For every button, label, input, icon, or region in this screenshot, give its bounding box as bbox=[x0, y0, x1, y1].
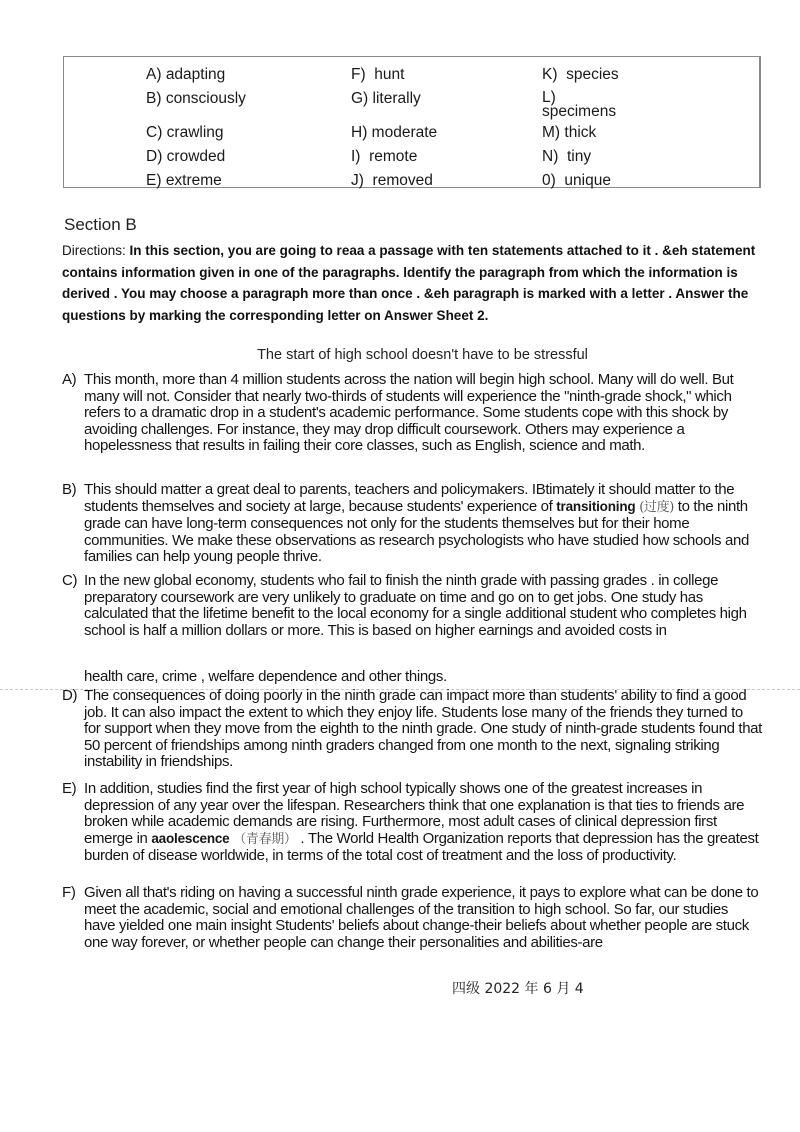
word-bank-item: D) crowded bbox=[146, 148, 226, 165]
paragraph-tag: D) bbox=[62, 687, 78, 704]
directions-label: Directions: bbox=[62, 243, 126, 258]
word-bank-item: 0) unique bbox=[542, 172, 611, 189]
paragraph-text: In the new global economy, students who fail to finish the ninth grade with passing grades . in college preparatory coursework are very unlikely to graduate on time and go on to get jobs. One study has calculated that the lifetime benefit to the local economy for a single additional student who completes high school is half a million dollars or more. This is based on higher earnings and avoided costs in bbox=[84, 572, 747, 639]
directions bbox=[62, 240, 762, 326]
word-bank-column-3 bbox=[542, 63, 619, 193]
passage-title: The start of high school doesn't have to be stressful bbox=[257, 347, 588, 363]
word-bank-column-1 bbox=[146, 63, 246, 193]
word-bank-item: B) consciously bbox=[146, 90, 246, 107]
paragraph-f bbox=[62, 885, 762, 951]
paragraph-d bbox=[62, 688, 762, 771]
word-bank-item: E) extreme bbox=[146, 172, 222, 189]
word-bank-item: F) hunt bbox=[351, 66, 405, 83]
page-footer bbox=[452, 978, 584, 998]
paragraph-b: B) This should matter a great deal to parents, teachers and policymakers. IBtimately it should matter to the students themselves and society at large, because students' experience of transitioning (过度) to the ninth grade can have long-term consequences not only for the students themselves but for their home communities. We make these observations as research psychologists who have studied how schools and families can help young people thrive. bbox=[62, 481, 749, 565]
paragraph-tag: C) bbox=[62, 572, 78, 589]
word-bank-table bbox=[63, 56, 761, 188]
glossed-term: aaolescence bbox=[151, 830, 230, 846]
word-bank-item: I) remote bbox=[351, 148, 418, 165]
word-bank-item: L) specimens bbox=[542, 89, 617, 120]
glossed-term: transitioning bbox=[556, 498, 636, 514]
paragraph-text: The consequences of doing poorly in the ninth grade can impact more than students' ability to find a good job. It can also impact the extent to which they enjoy life. Students lose many of the friends they turned to for support when they move from the eighth to the ninth grade. One study of ninth-grade students found that 50 percent of friendships among ninth graders changed from one month to the next, signaling striking instability in friendships. bbox=[84, 687, 762, 770]
word-bank-column-2 bbox=[351, 63, 437, 193]
chinese-gloss: （青春期） bbox=[229, 831, 301, 847]
paragraph-tag: E) bbox=[62, 780, 77, 797]
paragraph-tag: A) bbox=[62, 371, 77, 388]
section-title: Section B bbox=[64, 215, 137, 234]
word-bank-item: M) thick bbox=[542, 124, 597, 141]
paragraph-e: E) In addition, studies find the first year of high school typically shows one of the greatest increases in depression of any year over the lifespan. Researchers think that one explanation is that ties to friends are broken while academic demands are rising. Furthermore, most adult cases of clinical depression first emerge in aaolescence （青春期） . The World Health Organization reports that depression has the greatest burden of disease worldwide, in terms of the total cost of treatment and the loss of productivity. bbox=[62, 780, 759, 864]
paragraph-a bbox=[62, 372, 762, 455]
word-bank-item: A) adapting bbox=[146, 66, 226, 83]
word-bank-item: N) tiny bbox=[542, 148, 592, 165]
paragraph-c-tail: health care, crime , welfare dependence and other things. bbox=[84, 668, 447, 685]
paragraph-text: This month, more than 4 million students across the nation will begin high school. Many will do well. But many will not. Consider that nearly two-thirds of students will experience the "ninth-grade shock," which refers to a dramatic drop in a student's academic performance. Some students cope with this shock by avoiding challenges. For instance, they may drop difficult coursework. Others may experience a hopelessness that results in failing their core classes, such as English, science and math. bbox=[84, 371, 734, 454]
chinese-gloss: (过度) bbox=[635, 499, 674, 515]
paragraph-tag: B) bbox=[62, 481, 77, 498]
paragraph-c bbox=[62, 573, 762, 639]
footer-label: 四级 2022 年 6 月 4 bbox=[452, 981, 584, 997]
word-bank-item: H) moderate bbox=[351, 124, 438, 141]
word-bank-item: K) species bbox=[542, 66, 619, 83]
word-bank-item: C) crawling bbox=[146, 124, 224, 141]
word-bank-item: J) removed bbox=[351, 172, 433, 189]
paragraph-tag: F) bbox=[62, 884, 76, 901]
word-bank-item: G) literally bbox=[351, 90, 421, 107]
paragraph-text: Given all that's riding on having a successful ninth grade experience, it pays to explore what can be done to meet the academic, social and emotional challenges of the transition to high school. So far, our studies have yielded one main insight Students' beliefs about change-their beliefs about whether people are stuck one way forever, or whether people can change their personalities and abilities-are bbox=[84, 884, 759, 951]
directions-text: In this section, you are going to reaa a passage with ten statements attached to it . &eh statement contains information given in one of the paragraphs. ldentify the paragraph from which the information is derived . You may choose a paragraph more than once . &eh paragraph is marked with a letter . Answer the questions by marking the corresponding letter on Answer Sheet 2. bbox=[62, 243, 756, 323]
